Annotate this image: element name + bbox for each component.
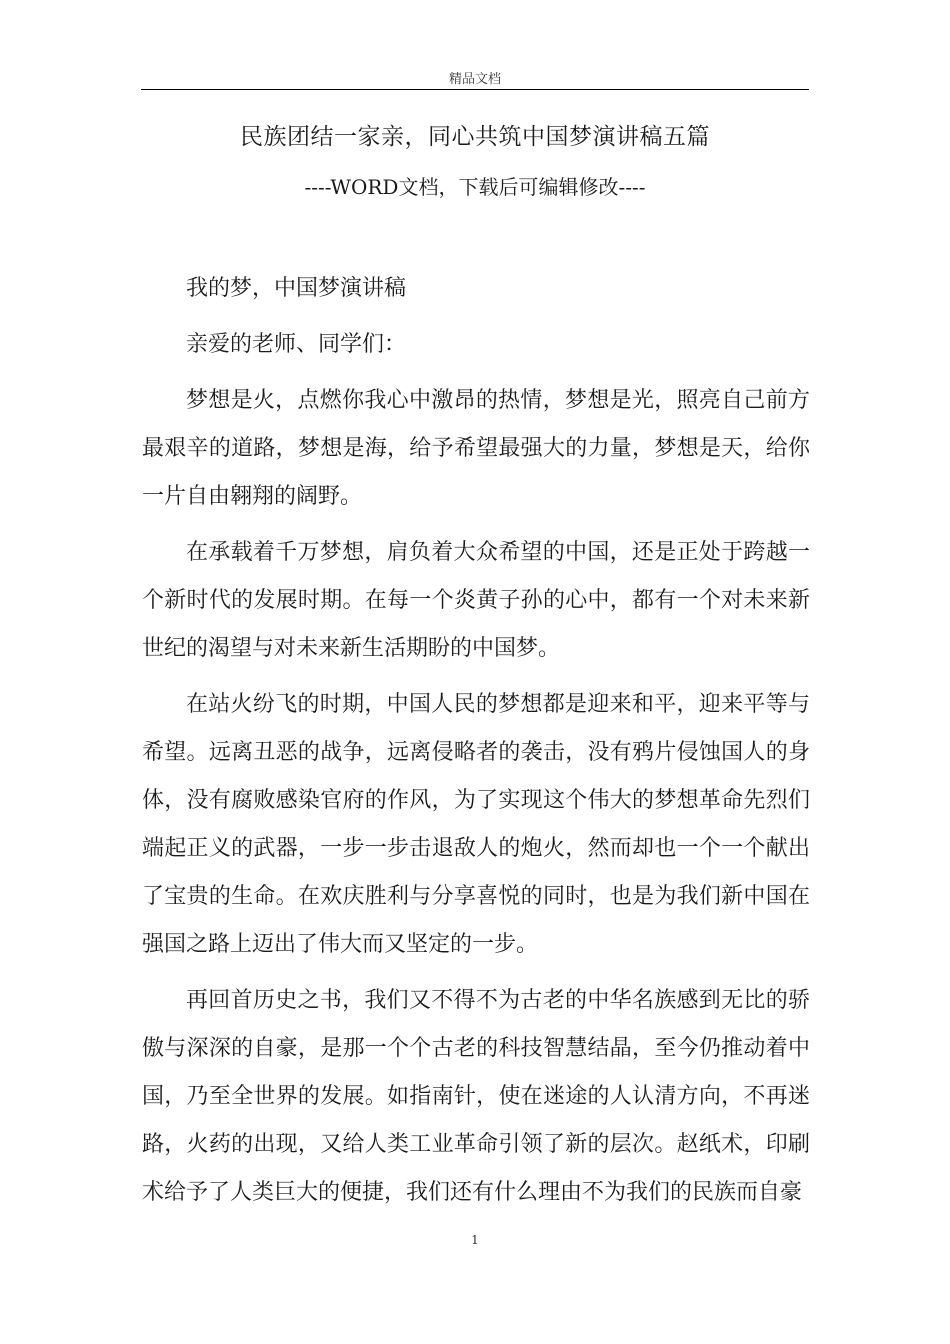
document-body bbox=[142, 265, 810, 1225]
paragraph: 再回首历史之书，我们又不得不为古老的中华名族感到无比的骄傲与深深的自豪，是那一个个古老的科技智慧结晶，至今仍推动着中国，乃至全世界的发展。如指南针，使在迷途的人认清方向，不再迷路，火药的出现，又给人类工业革命引领了新的层次。赵纸术，印刷术给予了人类巨大的便捷，我们还有什么理由不为我们的民族而自豪 bbox=[142, 988, 810, 1205]
paragraph: 我的梦，中国梦演讲稿 bbox=[186, 276, 407, 301]
paragraph: 在承载着千万梦想，肩负着大众希望的中国，还是正处于跨越一个新时代的发展时期。在每一个炎黄子孙的心中，都有一个对未来新世纪的渴望与对未来新生活期盼的中国梦。 bbox=[142, 540, 810, 661]
document-subtitle: ----WORD文档，下载后可编辑修改---- bbox=[304, 175, 646, 199]
document-title: 民族团结一家亲，同心共筑中国梦演讲稿五篇 bbox=[240, 124, 710, 150]
page-header-label: 精品文档 bbox=[448, 72, 501, 87]
paragraph: 在站火纷飞的时期，中国人民的梦想都是迎来和平，迎来平等与希望。远离丑恶的战争，远离侵略者的袭击，没有鸦片侵蚀国人的身体，没有腐败感染官府的作风，为了实现这个伟大的梦想革命先烈们端起正义的武器，一步一步击退敌人的炮火，然而却也一个一个献出了宝贵的生命。在欢庆胜利与分享喜悦的同时，也是为我们新中国在强国之路上迈出了伟大而又坚定的一步。 bbox=[142, 692, 810, 957]
paragraph: 亲爱的老师、同学们： bbox=[186, 332, 407, 357]
paragraph: 梦想是火，点燃你我心中激昂的热情，梦想是光，照亮自己前方最艰辛的道路，梦想是海，给予希望最强大的力量，梦想是天，给你一片自由翱翔的阔野。 bbox=[142, 388, 810, 509]
header-divider bbox=[141, 89, 809, 90]
page-number: 1 bbox=[471, 1233, 479, 1247]
